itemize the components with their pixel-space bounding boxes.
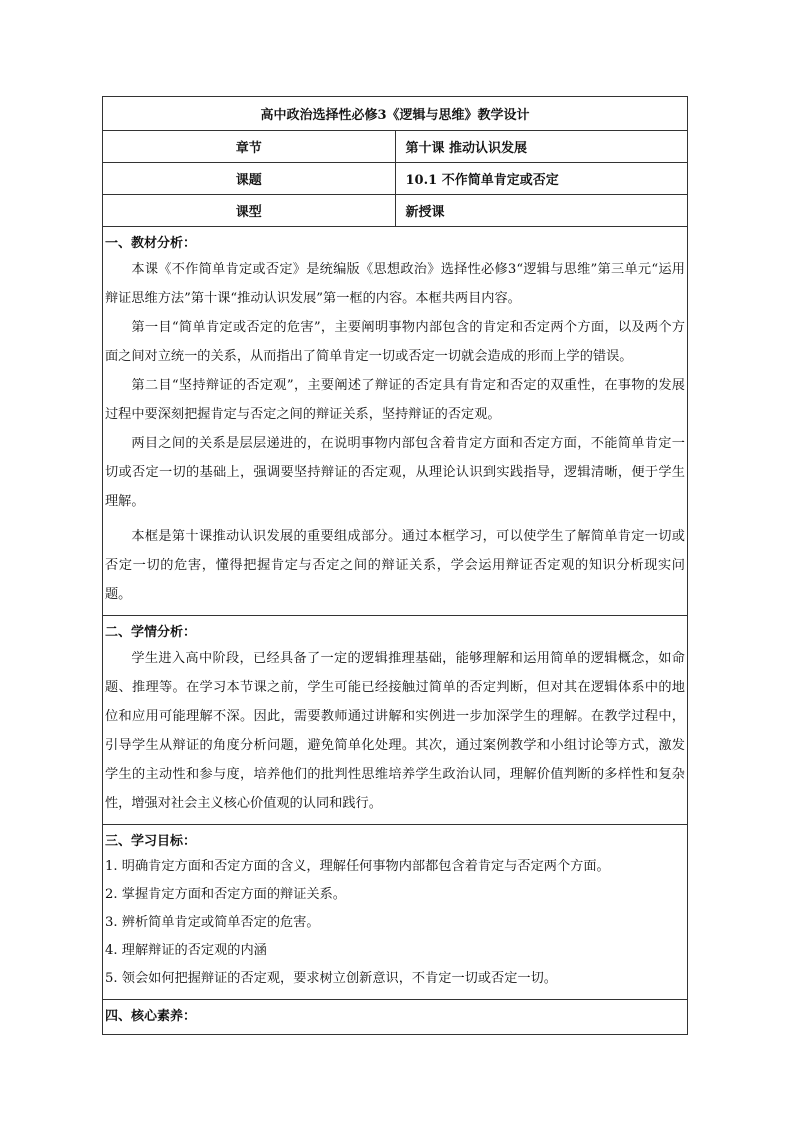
- topic-label: 课题: [103, 163, 396, 195]
- section-core-cell: [103, 1000, 688, 1035]
- section-heading: 四、核心素养：: [105, 1009, 197, 1024]
- chapter-label: 章节: [103, 131, 396, 163]
- lesson-type-label: 课型: [103, 195, 396, 227]
- lesson-type-value: 新授课: [395, 195, 688, 227]
- list-item: 5. 领会如何把握辩证的否定观，要求树立创新意识，不肯定一切或否定一切。: [105, 971, 557, 986]
- section-textbook-analysis: [103, 227, 688, 616]
- title-row: [103, 97, 688, 131]
- section-textbook-cell: [103, 227, 688, 616]
- info-row-chapter: [103, 131, 688, 163]
- section-learner-analysis: [103, 616, 688, 825]
- section-learning-goals: [103, 825, 688, 1000]
- section-learner-cell: [103, 616, 688, 825]
- document-title: 高中政治选择性必修3《逻辑与思维》教学设计: [103, 97, 688, 131]
- list-item: 3. 辨析简单肯定或简单否定的危害。: [105, 915, 320, 930]
- info-row-type: [103, 195, 688, 227]
- section-core-literacy: [103, 1000, 688, 1035]
- section-goals-cell: [103, 825, 688, 1000]
- list-item: 4. 理解辩证的否定观的内涵: [105, 943, 267, 958]
- lesson-plan-table: [102, 96, 688, 1035]
- paragraph: 学生进入高中阶段，已经具备了一定的逻辑推理基础，能够理解和运用简单的逻辑概念，如命题、推理等。在学习本节课之前，学生可能已经接触过简单的否定判断，但对其在逻辑体系中的地位和应用可能理解不深。因此，需要教师通过讲解和实例进一步加深学生的理解。在教学过程中，引导学生从辩证的角度分析问题，避免简单化处理。其次，通过案例教学和小组讨论等方式，激发学生的主动性和参与度，培养他们的批判性思维培养学生政治认同，理解价值判断的多样性和复杂性，增强对社会主义核心价值观的认同和践行。: [105, 651, 685, 811]
- section-heading: 二、学情分析：: [105, 625, 197, 640]
- chapter-value: 第十课 推动认识发展: [395, 131, 688, 163]
- paragraph: 第二目“坚持辩证的否定观”，主要阐述了辩证的否定具有肯定和否定的双重性，在事物的发展过程中要深刻把握肯定与否定之间的辩证关系，坚持辩证的否定观。: [105, 378, 685, 422]
- paragraph: 两目之间的关系是层层递进的，在说明事物内部包含着肯定方面和否定方面，不能简单肯定一切或否定一切的基础上，强调要坚持辩证的否定观，从理论认识到实践指导，逻辑清晰，便于学生理解。: [105, 436, 685, 509]
- topic-value: 10.1 不作简单肯定或否定: [395, 163, 688, 195]
- list-item: 1. 明确肯定方面和否定方面的含义，理解任何事物内部都包含着肯定与否定两个方面。: [105, 859, 610, 874]
- list-item: 2. 掌握肯定方面和否定方面的辩证关系。: [105, 887, 346, 902]
- paragraph: 本框是第十课推动认识发展的重要组成部分。通过本框学习，可以使学生了解简单肯定一切或否定一切的危害，懂得把握肯定与否定之间的辩证关系，学会运用辩证否定观的知识分析现实问题。: [105, 529, 685, 602]
- paragraph: 第一目“简单肯定或否定的危害”，主要阐明事物内部包含的肯定和否定两个方面，以及两个方面之间对立统一的关系，从而指出了简单肯定一切或否定一切就会造成的形而上学的错误。: [105, 320, 685, 364]
- info-row-topic: [103, 163, 688, 195]
- section-heading: 三、学习目标：: [105, 834, 197, 849]
- paragraph: 本课《不作简单肯定或否定》是统编版《思想政治》选择性必修3“逻辑与思维”第三单元“运用辩证思维方法”第十课“推动认识发展”第一框的内容。本框共两目内容。: [105, 262, 685, 306]
- section-heading: 一、教材分析：: [105, 236, 197, 251]
